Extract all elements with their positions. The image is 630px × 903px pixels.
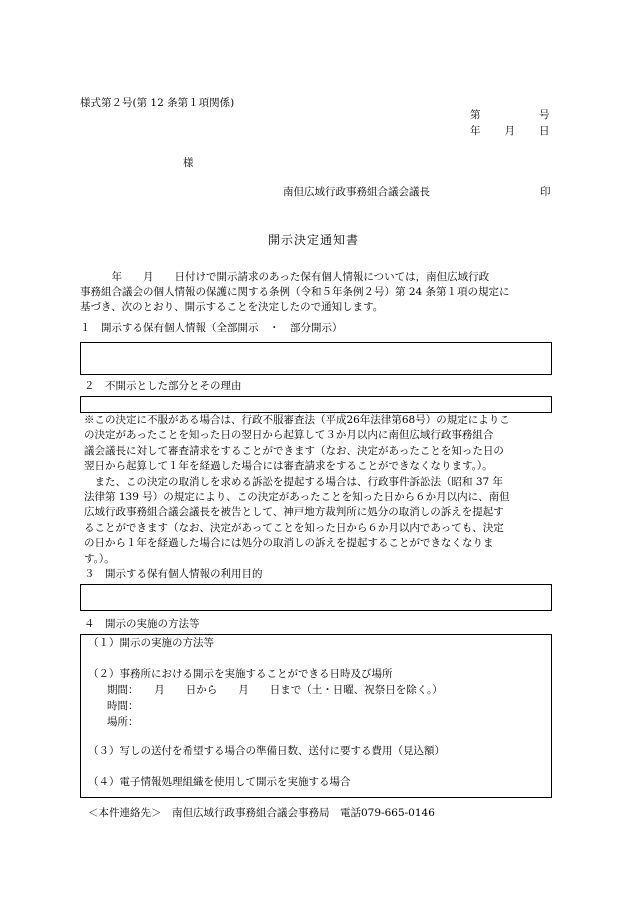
section-1-heading: １ 開示する保有個人情報（全部開示 ・ 部分開示） xyxy=(80,322,343,334)
form-label: 様式第２号(第 12 条第１項関係) xyxy=(80,97,235,109)
inspection-time: 時間： xyxy=(107,700,139,712)
notice-line: 翌日から起算して１年を経過した場合には審査請求をすることができなくなります。）。 xyxy=(84,460,493,473)
notice-line: 議会議長に対して審査請求をすることができます（なお、決定があったことを知った日の xyxy=(84,444,504,457)
section-4-item-1: （１）開示の実施の方法等 xyxy=(88,637,214,649)
inspection-period: 期間： 月 日から 月 日まで（土・日曜、祝祭日を除く。） xyxy=(107,684,443,696)
intro-paragraph xyxy=(80,270,554,316)
document-number: 第 号 xyxy=(470,109,551,121)
notice-line: の決定があったことを知った日の翌日から起算して３か月以内に南但広域行政事務組合 xyxy=(84,429,494,442)
notice-line: 広域行政事務組合議会議長を被告として、神戸地方裁判所に処分の取消しの訴えを提起す xyxy=(84,506,504,519)
section-3-box xyxy=(80,584,552,611)
notice-line: ることができます（なお、決定があってことを知った日から６か月以内であっても、決定 xyxy=(84,521,504,534)
section-4-item-4: （４）電子情報処理組織を使用して開示を実施する場合 xyxy=(88,776,351,788)
notice-line: 法律第 139 号）の規定により、この決定があったことを知った日から６か月以内に、南但 xyxy=(84,491,510,504)
section-4-item-3: （３）写しの送付を希望する場合の準備日数、送付に要する費用（見込額） xyxy=(88,745,445,757)
sender-name: 南但広域行政事務組合議会議長 xyxy=(283,186,430,198)
notice-line: の日から１年を経過した場合には処分の取消しの訴えを提起することができなくなりま xyxy=(84,537,494,550)
addressee: 様 xyxy=(183,157,194,169)
notice-line: また、この決定の取消しを求める訴訟を提起する場合は、行政事件訴訟法（昭和 37 年 xyxy=(84,475,504,488)
section-3-heading: ３ 開示する保有個人情報の利用目的 xyxy=(84,568,263,580)
inspection-place: 場所： xyxy=(107,716,139,728)
section-2-box xyxy=(80,396,552,413)
document-title: 開示決定通知書 xyxy=(268,233,360,247)
section-4-box xyxy=(80,634,552,798)
intro-line: 事務組合議会の個人情報の保護に関する条例（令和５年条例２号）第 24 条第１項の規定に xyxy=(80,286,510,299)
intro-line: 基づき、次のとおり、開示することを決定したので通知します。 xyxy=(80,301,384,314)
contact-info: ＜本件連絡先＞ 南但広域行政事務組合議会事務局 電話079-665-0146 xyxy=(88,807,435,819)
appeal-notice xyxy=(84,413,552,567)
seal-mark: 印 xyxy=(540,186,551,198)
notice-line: す。）。 xyxy=(84,552,115,565)
section-2-heading: ２ 不開示とした部分とその理由 xyxy=(84,380,242,392)
section-4-heading: ４ 開示の実施の方法等 xyxy=(84,618,200,630)
notice-line: ※この決定に不服がある場合は、行政不服審査法（平成26年法律第68号）の規定によりこ xyxy=(84,414,510,426)
intro-line: 年 月 日付けで開示請求のあった保有個人情報については，南但広域行政 xyxy=(80,271,490,283)
section-4-item-2: （２）事務所における開示を実施することができる日時及び場所 xyxy=(88,668,393,680)
section-1-box xyxy=(80,342,552,375)
document-date: 年 月 日 xyxy=(470,125,551,137)
